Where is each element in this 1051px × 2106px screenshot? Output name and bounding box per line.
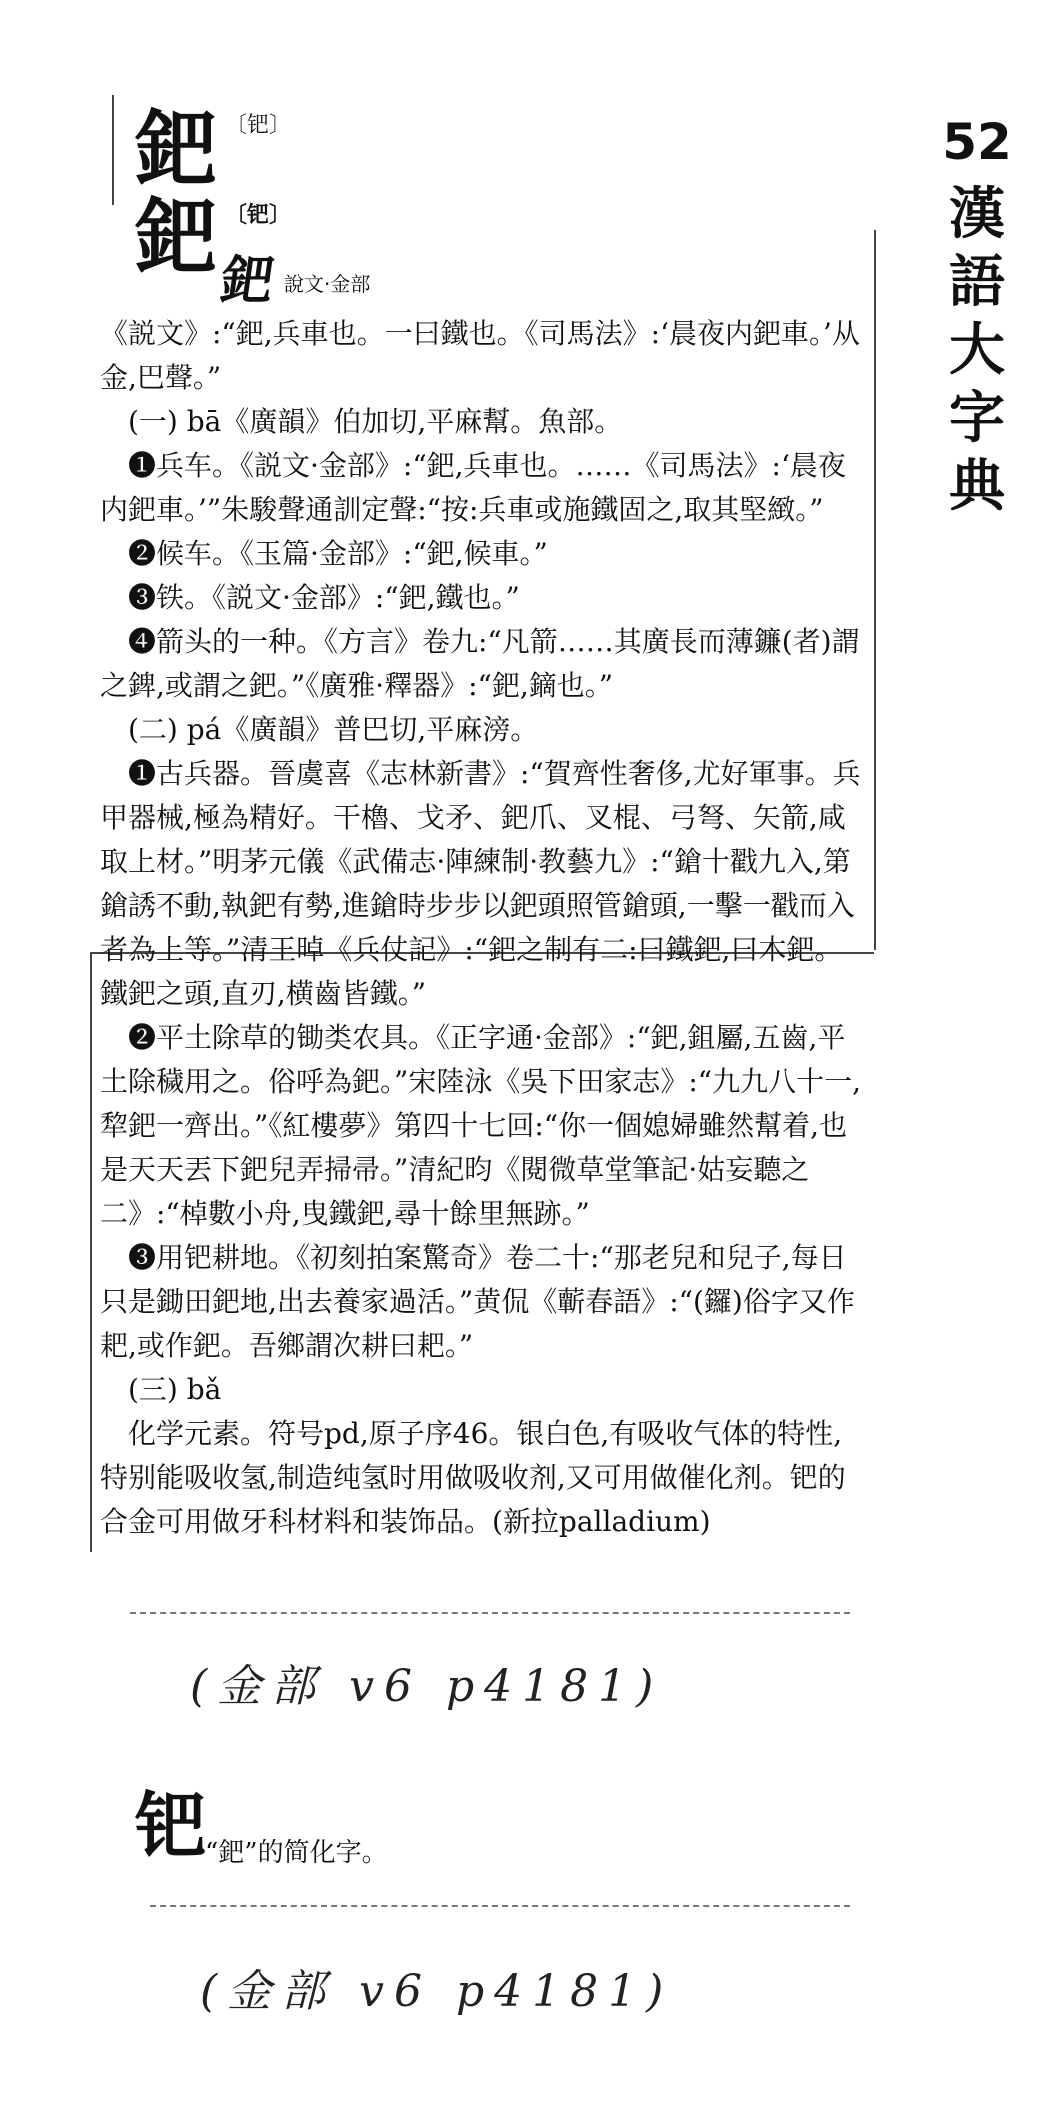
left-margin-line <box>112 95 114 205</box>
title-char-4: 字 <box>949 385 1005 451</box>
title-char-1: 漢 <box>949 181 1005 247</box>
entry-shuowen-quote: 《説文》:“鈀,兵車也。一曰鐵也。《司馬法》:‘晨夜内鈀車。’从金,巴聲。” <box>100 317 860 394</box>
sense-1-4: ❹箭头的一种。《方言》卷九:“凡箭……其廣長而薄鐮(者)謂之錍,或謂之鈀。”《廣雅·釋器》:“鈀,鏑也。” <box>100 625 860 702</box>
clip-edge-2 <box>150 1905 850 1907</box>
right-rule-upper <box>874 230 876 950</box>
seal-script-char: 鈀 <box>217 250 278 311</box>
headword-variant-1: 〔钯〕 <box>225 113 292 138</box>
dictionary-entry <box>100 312 870 1544</box>
title-char-3: 大 <box>949 317 1005 383</box>
sense-1-3: ❸铁。《説文·金部》:“鈀,鐵也。” <box>128 581 520 614</box>
left-rule-lower <box>90 952 92 1552</box>
simplified-headword: 钯 <box>135 1783 208 1868</box>
page-number: 52 <box>942 113 1012 171</box>
headword-simplified: 鈀 <box>135 189 218 285</box>
handwritten-reference-1: (金部 v6 p4181) <box>190 1661 664 1712</box>
dictionary-sidebar <box>937 108 1017 520</box>
reading-3-header: (三) bǎ <box>128 1373 222 1406</box>
sense-2-3: ❸用钯耕地。《初刻拍案驚奇》卷二十:“那老兒和兒子,每日只是鋤田鈀地,出去養家過活。”黄侃《蘄春語》:“(鑼)俗字又作耙,或作鈀。吾鄉謂次耕曰耙。” <box>100 1241 855 1362</box>
sense-3-chemistry: 化学元素。符号pd,原子序46。银白色,有吸收气体的特性,特别能吸收氢,制造纯氢时用做吸收剂,又可用做催化剂。钯的合金可用做牙科材料和装饰品。(新拉palladium) <box>100 1417 846 1538</box>
sense-1-2: ❷候车。《玉篇·金部》:“鈀,候車。” <box>128 537 548 570</box>
title-char-2: 語 <box>949 249 1005 315</box>
headword-variant-2: 〔钯〕 <box>225 202 292 228</box>
headword-traditional: 鈀 <box>135 101 218 197</box>
reading-2-header: (二) pá《廣韻》普巴切,平麻滂。 <box>128 713 539 746</box>
clip-edge-1 <box>130 1612 850 1614</box>
sense-2-1: ❶古兵器。晉虞喜《志林新書》:“賀齊性奢侈,尤好軍事。兵甲器械,極為精好。干櫓、戈矛、鈀爪、叉棍、弓弩、矢箭,咸取上材。”明茅元儀《武備志·陣練制·教藝九》:“鎗十戳九入,第鎗誘不動,執鈀有勢,進鎗時步步以鈀頭照管鎗頭,一擊一戳而入者為上等。”清王晫《兵仗記》:“鈀之制有二:曰鐵鈀,曰木鈀。鐵鈀之頭,直刃,横齒皆鐵。” <box>100 757 861 1010</box>
handwritten-reference-2: (金部 v6 p4181) <box>200 1966 674 2017</box>
simplified-note: “鈀”的简化字。 <box>205 1838 388 1868</box>
reading-1-header: (一) bā《廣韻》伯加切,平麻幫。魚部。 <box>128 405 623 438</box>
seal-caption: 說文·金部 <box>284 272 371 296</box>
sense-1-1: ❶兵车。《説文·金部》:“鈀,兵車也。……《司馬法》:‘晨夜内鈀車。’”朱駿聲通訓定聲:“按:兵車或施鐵固之,取其堅緻。” <box>100 449 846 526</box>
title-char-5: 典 <box>949 453 1005 519</box>
sense-2-2: ❷平土除草的锄类农具。《正字通·金部》:“鈀,鉏屬,五齒,平土除穢用之。俗呼為鈀。”宋陸泳《吳下田家志》:“九九八十一,犂鈀一齊出。”《紅樓夢》第四十七回:“你一個媳婦雖然幫着,也是天天丟下鈀兒弄掃帚。”清紀昀《閱微草堂筆記·姑妄聽之二》:“棹數小舟,曳鐵鈀,尋十餘里無跡。” <box>100 1021 861 1230</box>
